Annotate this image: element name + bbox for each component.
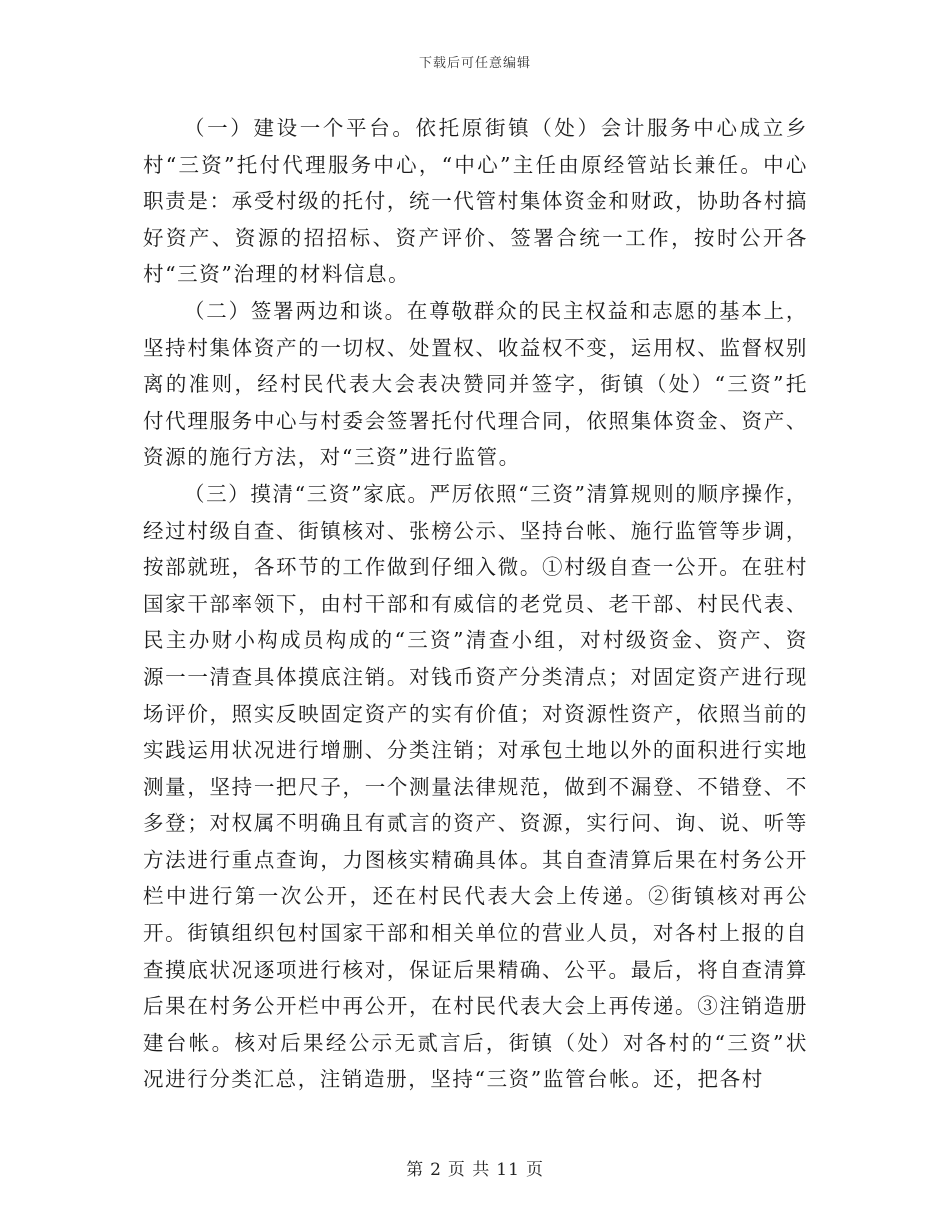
paragraph-2: （二）签署两边和谈。在尊敬群众的民主权益和志愿的基本上，坚持村集体资产的一切权、处置权、收益权不变，运用权、监督权别离的准则，经村民代表大会表决赞同并签字，街镇（处）“三资”托付代理服务中心与村委会签署托付代理合同，依照集体资金、资产、资源的施行方法，对“三资”进行监管。 — [143, 298, 808, 470]
footer-suffix: 页 — [525, 1160, 544, 1180]
page-header: 下载后可任意编辑 — [418, 56, 531, 71]
page-number: 2 — [430, 1160, 442, 1180]
paragraph-1: （一）建设一个平台。依托原街镇（处）会计服务中心成立乡村“三资”托付代理服务中心，“中心”主任由原经管站长兼任。中心职责是：承受村级的托付，统一代管村集体资金和财政，协助各村搞好资产、资源的招招标、资产评价、签署合统一工作，按时公开各村“三资”治理的材料信息。 — [143, 116, 808, 287]
footer-middle: 页 共 — [447, 1160, 491, 1180]
footer-prefix: 第 — [406, 1160, 425, 1180]
total-pages: 11 — [496, 1160, 520, 1180]
document-body — [143, 110, 808, 1098]
paragraph-3: （三）摸清“三资”家底。严厉依照“三资”清算规则的顺序操作，经过村级自查、街镇核对、张榜公示、坚持台帐、施行监管等步调，按部就班，各环节的工作做到仔细入微。①村级自查一公开。在驻村国家干部率领下，由村干部和有威信的老党员、老干部、村民代表、民主办财小构成员构成的“三资”清查小组，对村级资金、资产、资源一一清查具体摸底注销。对钱币资产分类清点；对固定资产进行现场评价，照实反映固定资产的实有价值；对资源性资产，依照当前的实践运用状况进行增删、分类注销；对承包土地以外的面积进行实地测量，坚持一把尺子，一个测量法律规范，做到不漏登、不错登、不多登；对权属不明确且有贰言的资产、资源，实行问、询、说、听等方法进行重点查询，力图核实精确具体。其自查清算后果在村务公开栏中进行第一次公开，还在村民代表大会上传递。②街镇核对再公开。街镇组织包村国家干部和相关单位的营业人员，对各村上报的自查摸底状况逐项进行核对，保证后果精确、公平。最后，将自查清算后果在村务公开栏中再公开，在村民代表大会上再传递。③注销造册建台帐。核对后果经公示无贰言后，街镇（处）对各村的“三资”状况进行分类汇总，注销造册，坚持“三资”监管台帐。还，把各村 — [143, 481, 808, 1092]
page-footer — [0, 1155, 950, 1180]
